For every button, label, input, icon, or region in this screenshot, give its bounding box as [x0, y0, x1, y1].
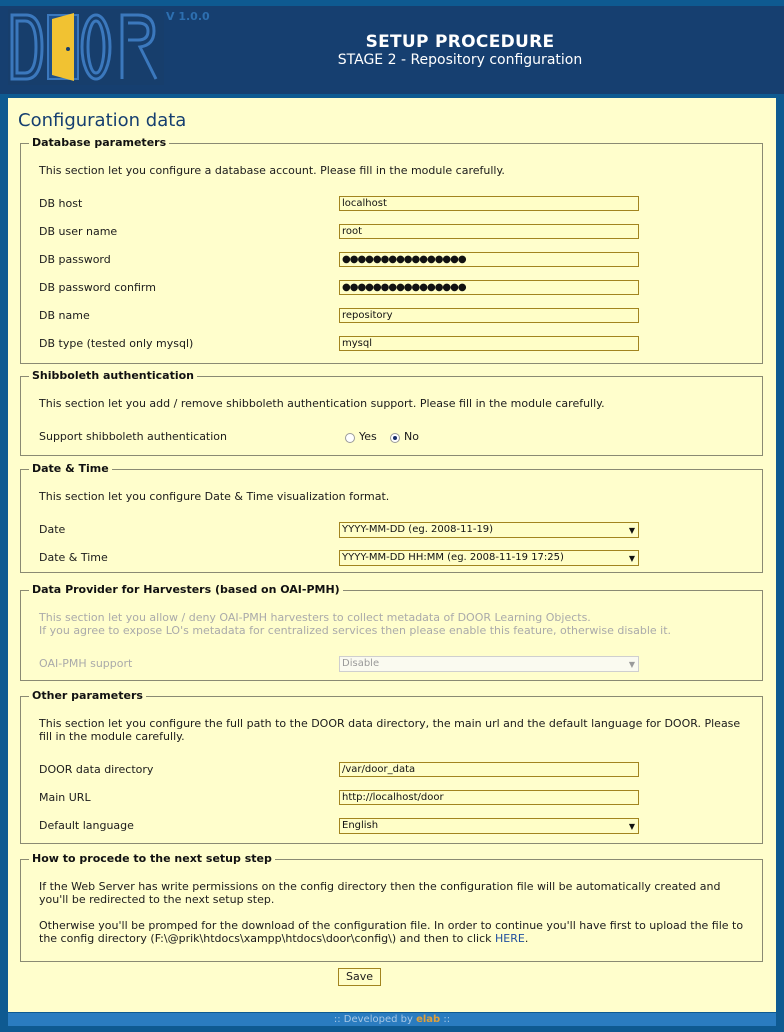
database-fieldset: [20, 136, 763, 364]
database-description: This section let you configure a database account. Please fill in the module carefully.: [39, 164, 505, 177]
db-name-input[interactable]: repository: [339, 308, 639, 323]
here-link[interactable]: HERE: [494, 932, 525, 945]
dropdown-arrow-icon[interactable]: ▼: [628, 822, 635, 831]
next-step-para-2: [39, 919, 752, 945]
next-step-para-1: If the Web Server has write permissions on the config directory then the configuration file will be automatically created and you'll be redirected to the next setup step.: [39, 880, 721, 906]
db-host-input[interactable]: localhost: [339, 196, 639, 211]
datetime-legend: Date & Time: [29, 462, 112, 476]
main-panel: [8, 98, 776, 1012]
next-step-period: .: [524, 932, 529, 945]
header-title: SETUP PROCEDURE: [365, 32, 555, 52]
footer-prefix: :: Developed by: [333, 1014, 413, 1025]
header-subtitle: STAGE 2 - Repository configuration: [337, 52, 583, 68]
oai-fieldset: [20, 583, 763, 681]
datetime-label: Date & Time: [39, 551, 108, 564]
db-user-input[interactable]: root: [339, 224, 639, 239]
shibboleth-fieldset: [20, 369, 763, 456]
default-language-select[interactable]: [339, 818, 639, 834]
shibboleth-label: Support shibboleth authentication: [39, 430, 228, 443]
shibboleth-no-radio[interactable]: [390, 433, 400, 443]
date-format-select[interactable]: [339, 522, 639, 538]
main-url-input[interactable]: http://localhost/door: [339, 790, 639, 805]
datetime-fieldset: [20, 462, 763, 573]
footer-brand[interactable]: elab: [416, 1014, 441, 1025]
main-url-label: Main URL: [39, 791, 91, 804]
other-fieldset: [20, 689, 763, 844]
dropdown-arrow-icon[interactable]: ▼: [628, 554, 635, 563]
other-description: This section let you configure the full path to the DOOR data directory, the main url and the default language for DOOR. Please fill in the module carefully.: [39, 717, 741, 743]
next-step-legend: How to procede to the next setup step: [29, 852, 275, 866]
oai-legend: Data Provider for Harvesters (based on OAI-PMH): [29, 583, 343, 597]
shibboleth-no-label: No: [404, 430, 419, 443]
date-label: Date: [39, 523, 66, 536]
date-format-value: YYYY-MM-DD (eg. 2008-11-19): [342, 524, 494, 535]
oai-description-2: If you agree to expose LO's metadata for centralized services then please enable this feature, otherwise disable it.: [39, 624, 672, 637]
oai-label: OAI-PMH support: [39, 657, 133, 670]
door-logo: [8, 9, 164, 85]
datetime-format-select[interactable]: [339, 550, 639, 566]
db-type-input[interactable]: mysql: [339, 336, 639, 351]
shibboleth-description: This section let you add / remove shibboleth authentication support. Please fill in the module carefully.: [39, 397, 605, 410]
shibboleth-legend: Shibboleth authentication: [29, 369, 197, 383]
data-directory-input[interactable]: /var/door_data: [339, 762, 639, 777]
db-type-label: DB type (tested only mysql): [39, 337, 194, 350]
db-host-label: DB host: [39, 197, 83, 210]
next-step-fieldset: [20, 852, 763, 962]
db-password-confirm-label: DB password confirm: [39, 281, 156, 294]
data-directory-label: DOOR data directory: [39, 763, 154, 776]
oai-support-value: Disable: [342, 658, 380, 669]
version-label: V 1.0.0: [166, 10, 210, 23]
page-title: Configuration data: [18, 110, 187, 131]
db-password-input[interactable]: ●●●●●●●●●●●●●●●●: [339, 252, 639, 267]
footer-suffix: ::: [443, 1014, 451, 1025]
oai-description-1: This section let you allow / deny OAI-PMH harvesters to collect metadata of DOOR Learning Objects.: [39, 611, 591, 624]
next-step-text: Otherwise you'll be promped for the download of the configuration file. In order to continue you'll have first to upload the file to the config directory (F:\@prik\htdocs\xampp\htdocs\door\config\) and then to click: [39, 919, 744, 945]
header: [0, 0, 784, 94]
database-legend: Database parameters: [29, 136, 169, 150]
dropdown-arrow-icon[interactable]: ▼: [628, 660, 635, 669]
datetime-description: This section let you configure Date & Time visualization format.: [39, 490, 390, 503]
dropdown-arrow-icon[interactable]: ▼: [628, 526, 635, 535]
shibboleth-yes-radio[interactable]: [345, 433, 355, 443]
footer: [8, 1013, 776, 1026]
other-legend: Other parameters: [29, 689, 146, 703]
default-language-value: English: [342, 820, 379, 831]
oai-support-select[interactable]: [339, 656, 639, 672]
db-password-label: DB password: [39, 253, 111, 266]
save-button[interactable]: Save: [338, 968, 381, 986]
default-language-label: Default language: [39, 819, 134, 832]
db-name-label: DB name: [39, 309, 90, 322]
shibboleth-yes-label: Yes: [359, 430, 377, 443]
db-password-confirm-input[interactable]: ●●●●●●●●●●●●●●●●: [339, 280, 639, 295]
db-user-label: DB user name: [39, 225, 118, 238]
datetime-format-value: YYYY-MM-DD HH:MM (eg. 2008-11-19 17:25): [342, 552, 564, 563]
